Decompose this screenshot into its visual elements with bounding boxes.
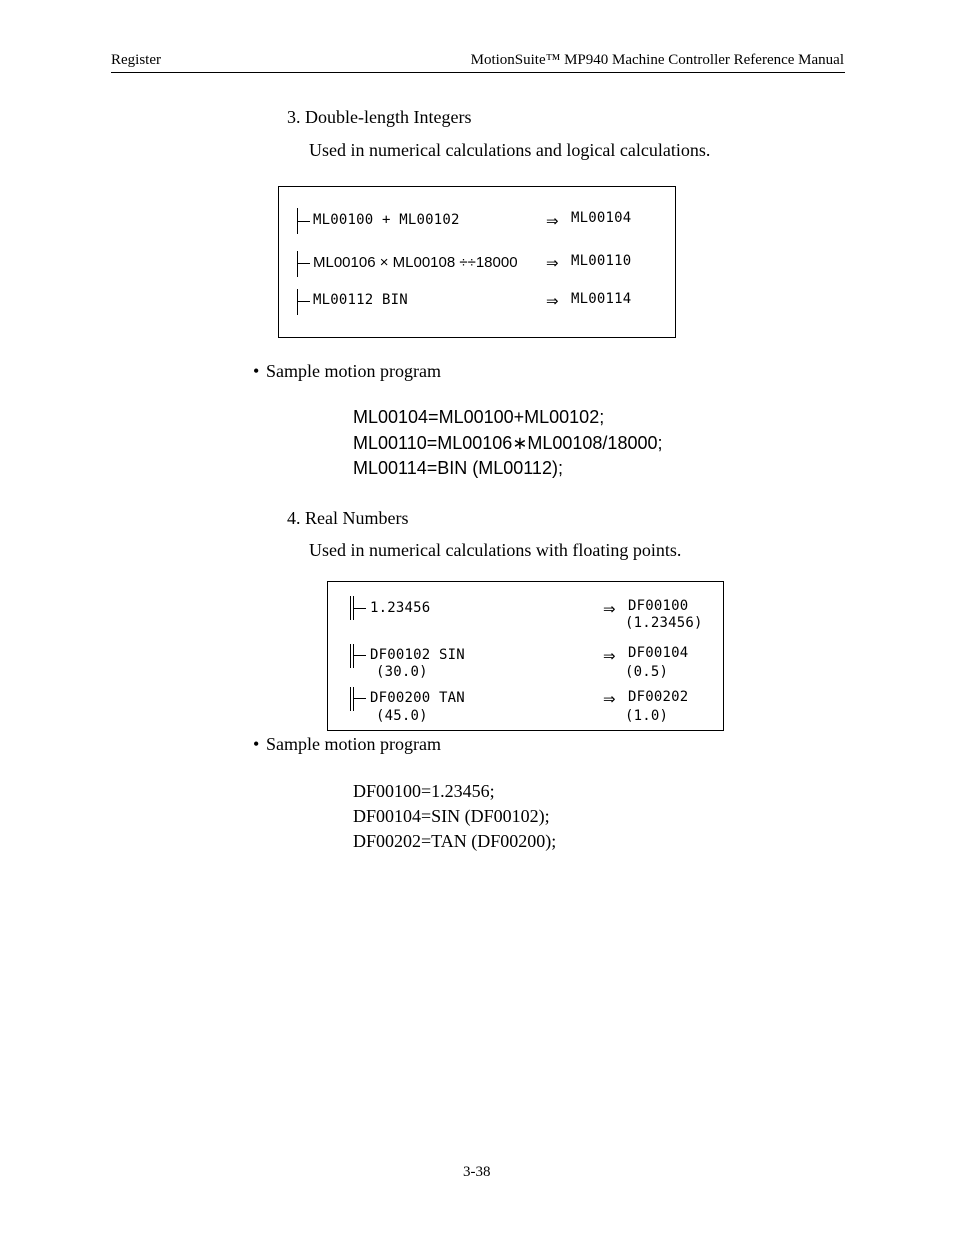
ladder-expr: DF00200 TAN (370, 690, 465, 706)
page-number: 3-38 (463, 1164, 491, 1180)
ladder-result-sub: (1.23456) (625, 615, 703, 631)
header-rule (111, 72, 845, 73)
ladder-stub (298, 301, 310, 302)
header-manual-title: MotionSuite™ MP940 Machine Controller Reference Manual (470, 52, 844, 68)
program-line: DF00202=TAN (DF00200); (353, 831, 557, 851)
ladder-diagram-reals (327, 581, 724, 731)
program-line: ML00104=ML00100+ML00102; (353, 407, 605, 427)
ladder-rail (350, 644, 351, 668)
ladder-stub (354, 698, 366, 699)
ladder-result: DF00104 (628, 645, 689, 661)
ladder-rail (353, 644, 354, 668)
ladder-expr: 1.23456 (370, 600, 431, 616)
ladder-diagram-integers (278, 186, 676, 338)
ladder-result: DF00202 (628, 689, 689, 705)
arrow-icon: ⇒ (603, 600, 616, 618)
arrow-icon: ⇒ (603, 690, 616, 708)
ladder-rail (350, 596, 351, 620)
ladder-expr-sub: (30.0) (376, 664, 428, 680)
section3-description: Used in numerical calculations and logical calculations. (309, 140, 711, 160)
ladder-expr: DF00102 SIN (370, 647, 465, 663)
ladder-result: ML00104 (571, 210, 632, 226)
section4-description: Used in numerical calculations with floating points. (309, 540, 682, 560)
ladder-stub (298, 263, 310, 264)
arrow-icon: ⇒ (546, 254, 559, 272)
sample-label: Sample motion program (266, 734, 441, 754)
ladder-result: DF00100 (628, 598, 689, 614)
program-line: ML00114=BIN (ML00112); (353, 458, 563, 478)
ladder-stub (354, 655, 366, 656)
ladder-expr-sub: (45.0) (376, 708, 428, 724)
program-line: ML00110=ML00106∗ML00108/18000; (353, 433, 663, 453)
ladder-stub (298, 221, 310, 222)
program-line: DF00100=1.23456; (353, 781, 495, 801)
bullet: • (253, 734, 260, 754)
ladder-rail (297, 289, 298, 315)
section4-heading: 4. Real Numbers (287, 508, 409, 528)
header-section: Register (111, 52, 161, 68)
arrow-icon: ⇒ (603, 647, 616, 665)
ladder-result: ML00114 (571, 291, 632, 307)
bullet: • (253, 361, 260, 381)
ladder-result-sub: (0.5) (625, 664, 669, 680)
ladder-stub (354, 608, 366, 609)
program-line: DF00104=SIN (DF00102); (353, 806, 550, 826)
arrow-icon: ⇒ (546, 212, 559, 230)
ladder-expr: ML00106 × ML00108 ÷÷18000 (313, 254, 518, 271)
ladder-result-sub: (1.0) (625, 708, 669, 724)
ladder-rail (353, 687, 354, 711)
arrow-icon: ⇒ (546, 292, 559, 310)
ladder-rail (350, 687, 351, 711)
ladder-expr: ML00100 + ML00102 (313, 212, 460, 228)
ladder-rail (297, 251, 298, 277)
sample-label: Sample motion program (266, 361, 441, 381)
ladder-result: ML00110 (571, 253, 632, 269)
section3-heading: 3. Double-length Integers (287, 107, 472, 127)
ladder-expr: ML00112 BIN (313, 292, 408, 308)
